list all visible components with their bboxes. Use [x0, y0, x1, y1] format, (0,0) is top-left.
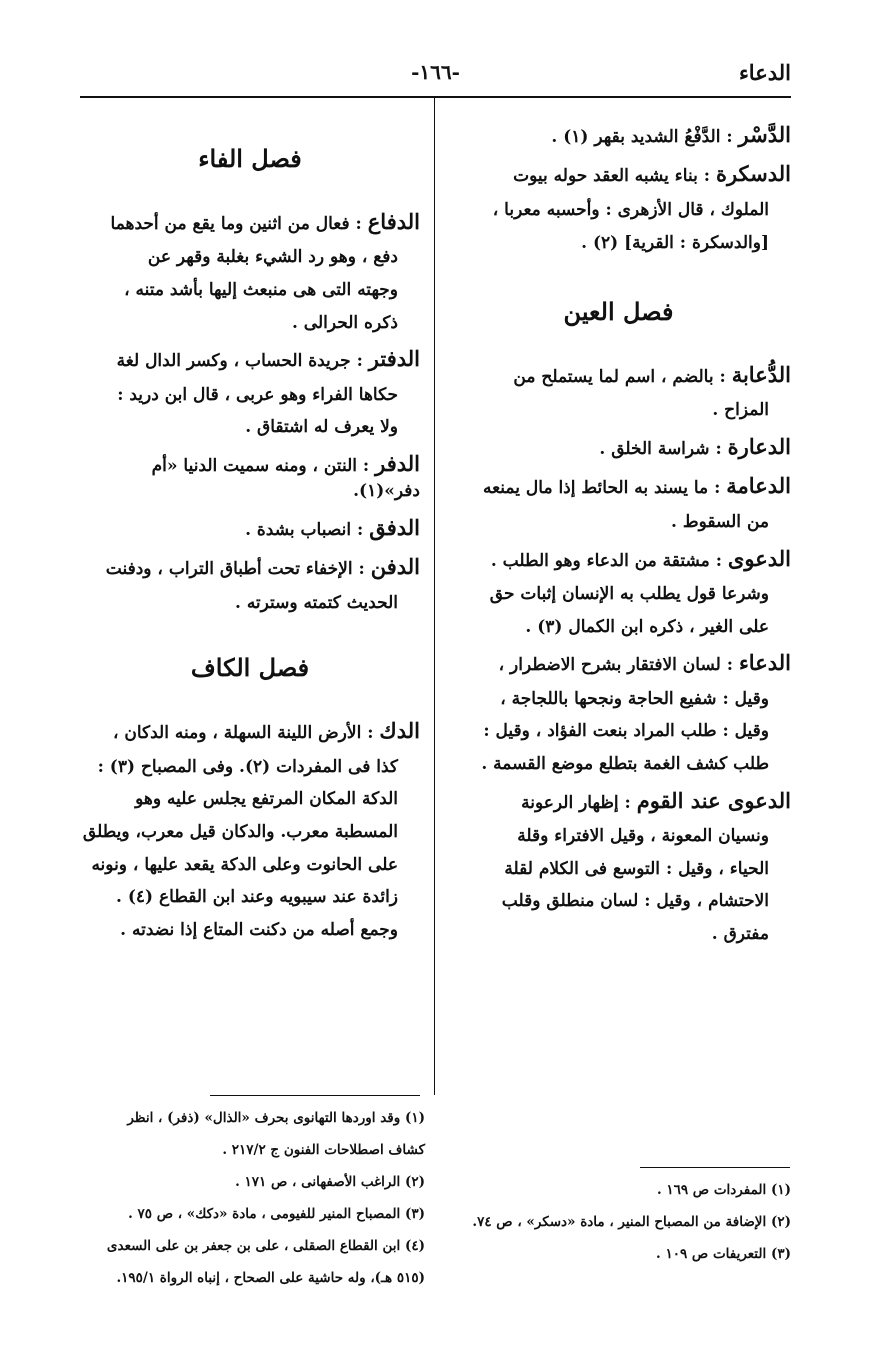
entry-term: الدُّعابة [731, 361, 791, 387]
dictionary-entry [446, 159, 791, 255]
section-title-ain: فصل العين [563, 297, 674, 327]
dictionary-entry [80, 344, 420, 440]
entry-line: وجمع أصله من دكنت المتاع إذا نضدته . [120, 919, 398, 940]
entry-separator: : [708, 478, 727, 499]
header-rule [80, 96, 791, 98]
entry-line [80, 552, 420, 582]
entry-separator: : [709, 439, 728, 460]
entry-line: على الغير ، ذكره ابن الكمال (٣) . [525, 616, 769, 637]
entry-separator: : [709, 550, 728, 571]
entry-line: طلب كشف الغمة بتطلع موضع القسمة . [481, 753, 769, 774]
entry-definition: انصباب بشدة . [245, 519, 352, 540]
entry-line [80, 207, 420, 237]
entry-line [446, 120, 791, 150]
footnote: (٢) الإضافة من المصباح المنير ، مادة «دسكر» ، ص ٧٤. [472, 1213, 791, 1230]
entry-separator: : [352, 559, 371, 580]
entry-line: الاحتشام ، وقيل : لسان منطلق وقلب [501, 891, 769, 912]
dictionary-entry [446, 471, 791, 534]
right-column [446, 120, 791, 956]
entry-line [446, 471, 791, 501]
dictionary-entry [80, 552, 420, 615]
entry-line: مفترق . [711, 923, 769, 944]
entry-term: الدفق [369, 514, 420, 540]
footnote: (٥١٥ هـ)، وله حاشية على الصحاح ، إنباه الرواة ١٩٥/١. [116, 1269, 425, 1286]
footnotes-left [80, 1108, 425, 1300]
entry-line: دفع ، وهو رد الشيء بغلبة وقهر عن [147, 247, 398, 268]
entry-separator: : [351, 519, 370, 540]
entry-definition: الإخفاء تحت أطباق التراب ، ودفنت [105, 559, 353, 580]
page-header [80, 60, 791, 94]
section-title-kaf: فصل الكاف [190, 653, 310, 683]
entry-line: على الحانوت وعلى الدكة يقعد عليها ، ونونه [91, 854, 398, 875]
entry-term: الدعارة [727, 434, 791, 460]
dictionary-entry [80, 716, 420, 942]
footnote: (١) المفردات ص ١٦٩ . [656, 1182, 791, 1198]
entry-line [80, 449, 420, 504]
footnote-rule-right [640, 1167, 790, 1168]
dictionary-entry [80, 207, 420, 335]
dictionary-entry [446, 786, 791, 947]
entry-separator: : [361, 723, 380, 744]
entry-line: الدكة المكان المرتفع يجلس عليه وهو [135, 789, 398, 810]
running-title: الدعاء [738, 60, 791, 85]
dictionary-entry [446, 648, 791, 776]
entry-separator: : [697, 166, 716, 187]
entry-separator: : [350, 351, 369, 372]
entry-line: الملوك ، قال الأزهرى : وأحسبه معربا ، [492, 199, 769, 220]
right-entries-ain [446, 360, 791, 947]
entry-line: من السقوط . [671, 511, 769, 532]
entry-line [80, 513, 420, 543]
dictionary-entry [80, 513, 420, 543]
entry-separator: : [356, 455, 376, 476]
entry-line: الحديث كتمته وسترته . [234, 592, 398, 613]
entry-term: الدسكرة [715, 161, 791, 187]
entry-line: المزاح . [712, 400, 769, 421]
entry-definition: ما يسند به الحائط إذا مال يمنعه [482, 478, 709, 499]
entry-definition: بالضم ، اسم لما يستملح من [513, 366, 714, 387]
footnote-rule-left [210, 1095, 420, 1096]
page-number: -١٦٦- [411, 60, 460, 84]
dictionary-entry [446, 120, 791, 150]
entry-separator: : [720, 655, 739, 676]
entry-definition: لسان الافتقار بشرح الاضطرار ، [498, 655, 721, 676]
entry-term: الدفتر [368, 346, 420, 372]
entry-line: وجهته التى هى منبعث إليها بأشد متنه ، [124, 279, 398, 300]
entry-line [446, 159, 791, 189]
section-title-fa: فصل الفاء [198, 144, 302, 173]
entry-definition: شراسة الخلق . [599, 439, 710, 460]
entry-term: الدعامة [726, 473, 791, 499]
entry-definition: الدَّفْعُ الشديد بقهر (١) . [551, 127, 721, 147]
entry-term: الدعوى [727, 545, 791, 571]
footnote: (٣) المصباح المنير للفيومى ، مادة «دكك» ، ص ٧٥ . [128, 1205, 425, 1222]
entry-separator: : [349, 213, 368, 234]
dictionary-entry [446, 544, 791, 640]
column-divider [434, 97, 435, 1095]
left-entries-kaf [80, 716, 420, 942]
entry-line: [والدسكرة : القرية] (٢) . [581, 232, 769, 253]
entry-definition: مشتقة من الدعاء وهو الطلب . [490, 550, 710, 571]
dictionary-entry [446, 432, 791, 462]
entry-term: الدك [379, 718, 420, 744]
entry-line [80, 716, 420, 746]
entry-definition: إظهار الرعونة [521, 792, 619, 813]
entry-definition: فعال من اثنين وما يقع من أحدهما [110, 213, 350, 234]
entry-line [446, 544, 791, 574]
footnote: (٣) التعريفات ص ١٠٩ . [656, 1245, 791, 1262]
entry-term: الدعوى عند القوم [636, 787, 791, 813]
entry-line: وشرعا قول يطلب به الإنسان إثبات حق [489, 583, 769, 604]
footnote: (١) وقد اوردها التهانوى بحرف «الذال» (ذفر) ، انظر [127, 1110, 425, 1126]
entry-separator: : [618, 792, 637, 813]
footnotes-right [446, 1180, 791, 1276]
right-entries-top [446, 120, 791, 255]
entry-line [80, 344, 420, 374]
entry-definition: جريدة الحساب ، وكسر الدال لغة [116, 351, 351, 372]
footnote: (٤) ابن القطاع الصقلى ، على بن جعفر بن على السعدى [106, 1237, 425, 1254]
entry-line [446, 432, 791, 462]
entry-line: ونسيان المعونة ، وقيل الافتراء وقلة [517, 826, 769, 847]
entry-separator: : [720, 127, 739, 147]
entry-line: الحياء ، وقيل : التوسع فى الكلام لقلة [504, 858, 769, 879]
entry-line: كذا فى المفردات (٢). وفى المصباح (٣) : [97, 756, 398, 777]
entry-line [446, 360, 791, 390]
entry-term: الدفاع [367, 208, 420, 234]
entry-line: وقيل : شفيع الحاجة ونجحها باللجاجة ، [500, 688, 769, 709]
entry-line: وقيل : طلب المراد بنعت الفؤاد ، وقيل : [483, 721, 769, 742]
entry-line: المسطبة معرب. والدكان قيل معرب، ويطلق [82, 821, 398, 842]
entry-line: زائدة عند سيبويه وعند ابن القطاع (٤) . [116, 887, 398, 908]
entry-line [446, 786, 791, 816]
entry-term: الدفر [375, 450, 420, 476]
entry-term: الدَّسْر [738, 122, 791, 147]
entry-term: الدعاء [738, 650, 791, 676]
entry-definition: بناء يشبه العقد حوله بيوت [513, 166, 698, 187]
footnote: كشاف اصطلاحات الفنون ج ٢١٧/٢ . [222, 1141, 425, 1158]
entry-separator: : [713, 366, 732, 387]
entry-line: ذكره الحرالى . [291, 312, 398, 333]
entry-definition: الأرض اللينة السهلة ، ومنه الدكان ، [112, 723, 362, 744]
footnote: (٢) الراغب الأصفهانى ، ص ١٧١ . [235, 1173, 425, 1190]
left-column [80, 120, 420, 952]
entry-line: ولا يعرف له اشتقاق . [245, 417, 398, 438]
left-entries-fa [80, 207, 420, 616]
dictionary-entry [446, 360, 791, 423]
entry-line: حكاها الفراء وهو عربى ، قال ابن دريد : [117, 384, 398, 405]
entry-definition: النتن ، ومنه سميت الدنيا «أم دفر»(١). [151, 455, 420, 502]
entry-line [446, 648, 791, 678]
dictionary-entry [80, 449, 420, 504]
entry-term: الدفن [370, 554, 420, 580]
